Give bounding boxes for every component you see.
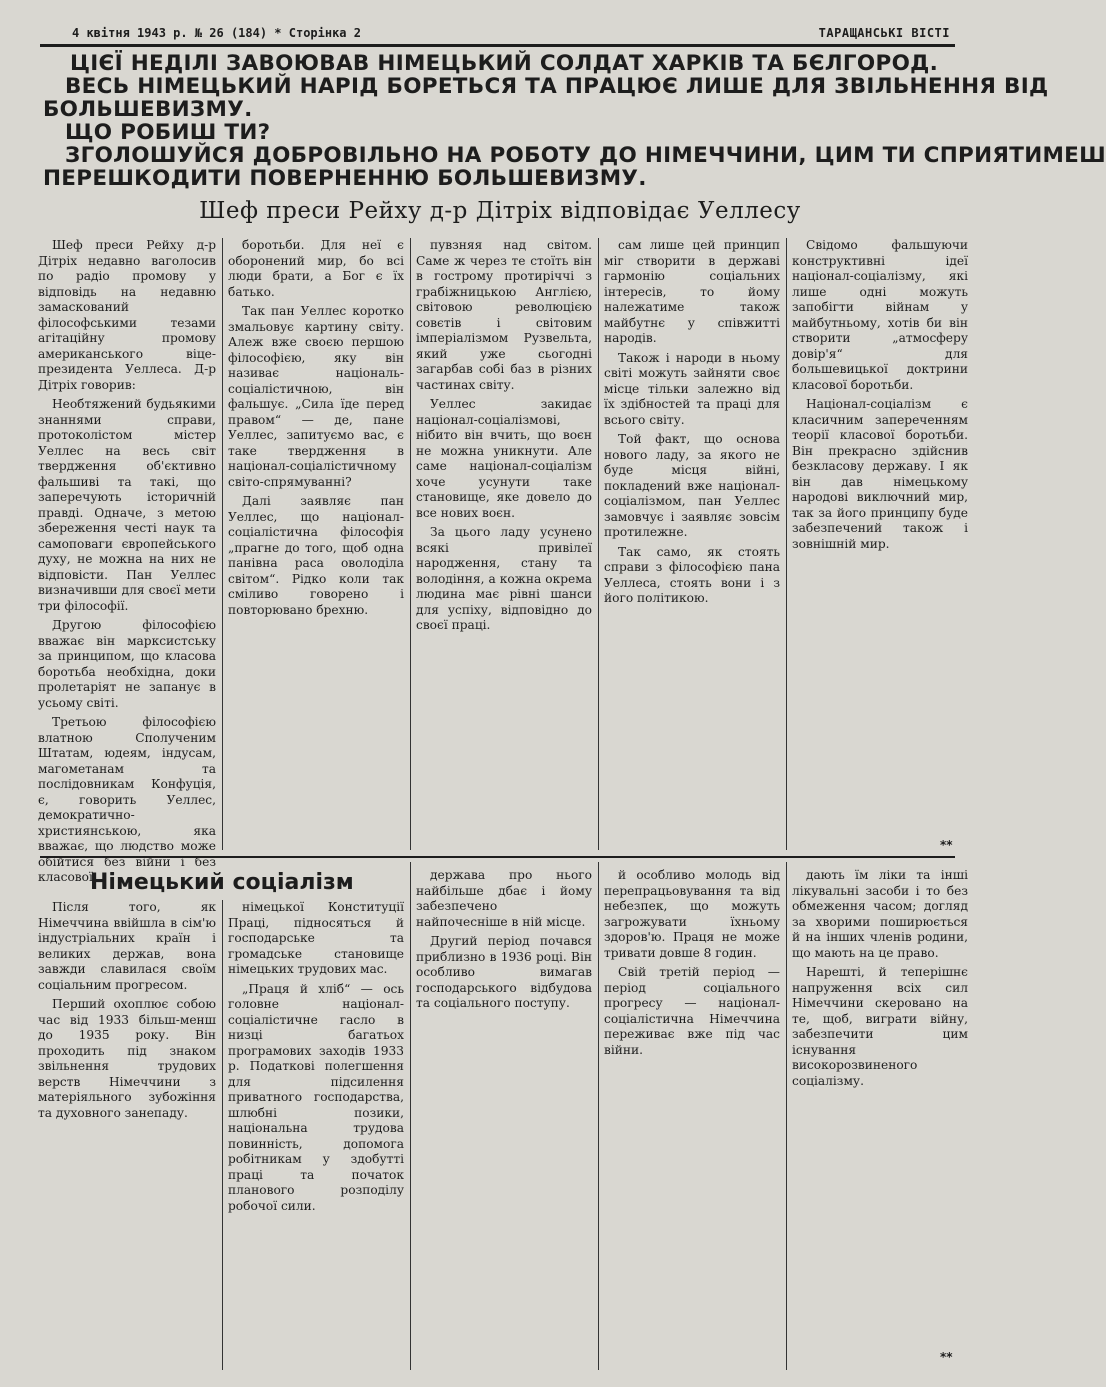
article2-end-mark: ** — [940, 1350, 953, 1364]
paragraph: „Праця й хліб“ — ось головне націонал-соціалістичне гасло в низці багатьох програмових заходів 1933 р. Податкові полегшення для підсилення приватного господарства, шлюбні позики, національна трудова повинність, допомога робітникам у здобутті праці та початок планового розподілу робочої сили. — [228, 981, 404, 1213]
article2-column-1 — [38, 900, 216, 1370]
article1-title: Шеф преси Рейху д-р Дітріх відповідає Уеллесу — [199, 198, 801, 224]
paragraph: За цього ладу усунено всякі привілеї народження, стану та володіння, а кожна окрема людина має рівні шанси для успіху, відповідно до своєї праці. — [416, 525, 592, 632]
column-divider — [786, 238, 787, 850]
paragraph: держава про нього найбільше дбає і йому забезпечено найпочесніше в ній місце. — [416, 868, 592, 929]
paragraph: Так пан Уеллес коротко змальовує картину світу. Алеж вже своєю першою філософією, яку він називає національ-соціалістичною, він фальшує. „Сила їде перед правом“ — де, пане Уеллес, запитуємо вас, є таке твердження в націонал-соціалістичному світо-спрямуванні? — [228, 304, 404, 489]
column-divider — [222, 238, 223, 850]
banner-headline — [43, 51, 1106, 191]
article1-column-5 — [792, 238, 968, 838]
headline-line-1: ЦІЄЇ НЕДІЛІ ЗАВОЮВАВ НІМЕЦЬКИЙ СОЛДАТ ХАРКІВ ТА БЄЛГОРОД. — [70, 51, 939, 76]
paragraph: Свій третій період — період соціального прогресу — націонал-соціалістична Німеччина переживає вже під час війни. — [604, 965, 780, 1057]
paragraph: Необтяжений будьякими знаннями справи, протоколістом містер Уеллес на весь світ твердження об'єктивно фальшиві та такі, що заперечують історичній правді. Одначе, з метою збереження честі наук та самоповаги європейського духу, не можна на них не відповісти. Пан Уеллес визначивши для своєї мети три філософії. — [38, 397, 216, 613]
column-divider — [410, 862, 411, 1370]
headline-line-2: ВЕСЬ НІМЕЦЬКИЙ НАРІД БОРЕТЬСЯ ТА ПРАЦЮЄ ЛИШЕ ДЛЯ ЗВІЛЬНЕННЯ ВІД — [65, 74, 1049, 99]
paragraph: дають їм ліки та інші лікувальні засоби і то без обмеження часом; догляд за хворими поширюється й на інших членів родини, що мають на це право. — [792, 868, 968, 960]
paragraph: й особливо молодь від перепрацьовування та від небезпек, що можуть загрожувати їхньому здоров'ю. Праця не може тривати довше 8 годин. — [604, 868, 780, 960]
headline-line-3: БОЛЬШЕВИЗМУ. — [43, 97, 253, 122]
column-divider — [598, 238, 599, 850]
article2-title: Німецький соціалізм — [90, 870, 354, 895]
issue-date-line: 4 квітня 1943 р. № 26 (184) * Сторінка 2 — [72, 26, 361, 40]
article2-column-4 — [604, 868, 780, 1370]
paragraph: Далі заявляє пан Уеллес, що націонал-соціалістична філософія „прагне до того, щоб одна панівна раса оволоділа світом“. Рідко коли так сміливо говорено і повторювано брехню. — [228, 494, 404, 617]
paragraph: боротьби. Для неї є оборонений мир, бо всі люди брати, а Бог є їх батько. — [228, 238, 404, 299]
article1-end-mark: ** — [940, 838, 953, 852]
paragraph: німецької Конституції Праці, підносяться й господарське та громадське становище німецьких трудових мас. — [228, 900, 404, 976]
paragraph: Так само, як стоять справи з філософією пана Уеллеса, стоять вони і з його політикою. — [604, 544, 780, 605]
paragraph: Третьою філософією влатною Сполученим Штатам, юдеям, індусам, магометанам та послідовникам Конфуція, є, говорить Уеллес, демократично-християнською, яка вважає, що людство може обійтися без війни і без класової — [38, 715, 216, 884]
paragraph: пувзняя над світом. Саме ж через те стоїть він в гострому протиріччі з грабіжницькою Англією, світовою революцією совєтів і світовим імперіалізмом Рузвельта, який уже сьогодні загарбав собі баз в різних частинах світу. — [416, 238, 592, 392]
article1-column-3 — [416, 238, 592, 850]
headline-line-6: ПЕРЕШКОДИТИ ПОВЕРНЕННЮ БОЛЬШЕВИЗМУ. — [43, 166, 647, 191]
column-divider — [410, 238, 411, 850]
masthead — [40, 22, 950, 44]
paragraph: Шеф преси Рейху д-р Дітріх недавно ваголосив по радіо промову у відповідь на недавню замаскований філософськими тезами агітаційну промову американського віце-президента Уеллеса. Д-р Дітріх говорив: — [38, 238, 216, 392]
article1-column-1 — [38, 238, 216, 884]
column-divider — [786, 862, 787, 1370]
headline-line-5: ЗГОЛОШУЙСЯ ДОБРОВІЛЬНО НА РОБОТУ ДО НІМЕЧЧИНИ, ЦИМ ТИ СПРИЯТИМЕШ — [65, 143, 1106, 168]
article1-column-4 — [604, 238, 780, 850]
article1-column-2 — [228, 238, 404, 850]
paragraph: Після того, як Німеччина ввійшла в сім'ю індустріальних країн і великих держав, вона завжди славилася своїм соціальним прогресом. — [38, 900, 216, 992]
newspaper-name: ТАРАЩАНСЬКІ ВІСТІ — [818, 26, 950, 40]
headline-line-4: ЩО РОБИШ ТИ? — [65, 120, 271, 145]
column-divider — [598, 862, 599, 1370]
column-divider — [222, 900, 223, 1370]
paragraph: Уеллес закидає націонал-соціалізмові, нібито він вчить, що воєн не можна уникнути. Але саме націонал-соціалізм хоче усунути таке становище, яке довело до все нових воєн. — [416, 397, 592, 520]
paragraph: Також і народи в ньому світі можуть зайняти своє місце тільки залежно від їх здібностей та праці для всього світу. — [604, 350, 780, 427]
paragraph: Свідомо фальшуючи конструктивні ідеї націонал-соціалізму, які лише одні можуть запобігти війнам у майбутньому, хотів би він створити „атмосферу довір'я“ для большевицької доктрини класової боротьби. — [792, 238, 968, 392]
paragraph: Нарешті, й теперішнє напруження всіх сил Німеччини скеровано на те, щоб, виграти війну, забезпечити цим існування високорозвиненого соціалізму. — [792, 965, 968, 1088]
article2-column-3 — [416, 868, 592, 1370]
article2-column-5 — [792, 868, 968, 1348]
article2-column-2 — [228, 900, 404, 1370]
paragraph: Другою філософією вважає він марксистську за принципом, що класова боротьба необхідна, доки пролетаріят не запанує в усьому світі. — [38, 618, 216, 710]
section-rule — [40, 856, 955, 858]
paragraph: Перший охоплює собою час від 1933 більш-менш до 1935 року. Він проходить під знаком звільнення трудових верств Німеччини з матеріяльного зубожіння та духовного занепаду. — [38, 997, 216, 1120]
paragraph: Другий період почався приблизно в 1936 році. Він особливо вимагав господарського відбудова та соціального поступу. — [416, 934, 592, 1010]
paragraph: сам лише цей принцип міг створити в державі гармонію соціальних інтересів, то йому належатиме також майбутнє у співжитті народів. — [604, 238, 780, 345]
paragraph: Націонал-соціалізм є класичним запереченням теорії класової боротьби. Він прекрасно здійснив безкласову державу. І як він дав німецькому народові виключний мир, так за його принципу буде забезпечений також і зовнішній мир. — [792, 397, 968, 551]
masthead-rule — [40, 44, 955, 47]
paragraph: Той факт, що основа нового ладу, за якого не буде місця війні, покладений вже націонал-соціалізмом, пан Уеллес замовчує і заявляє зовсім протилежне. — [604, 432, 780, 539]
